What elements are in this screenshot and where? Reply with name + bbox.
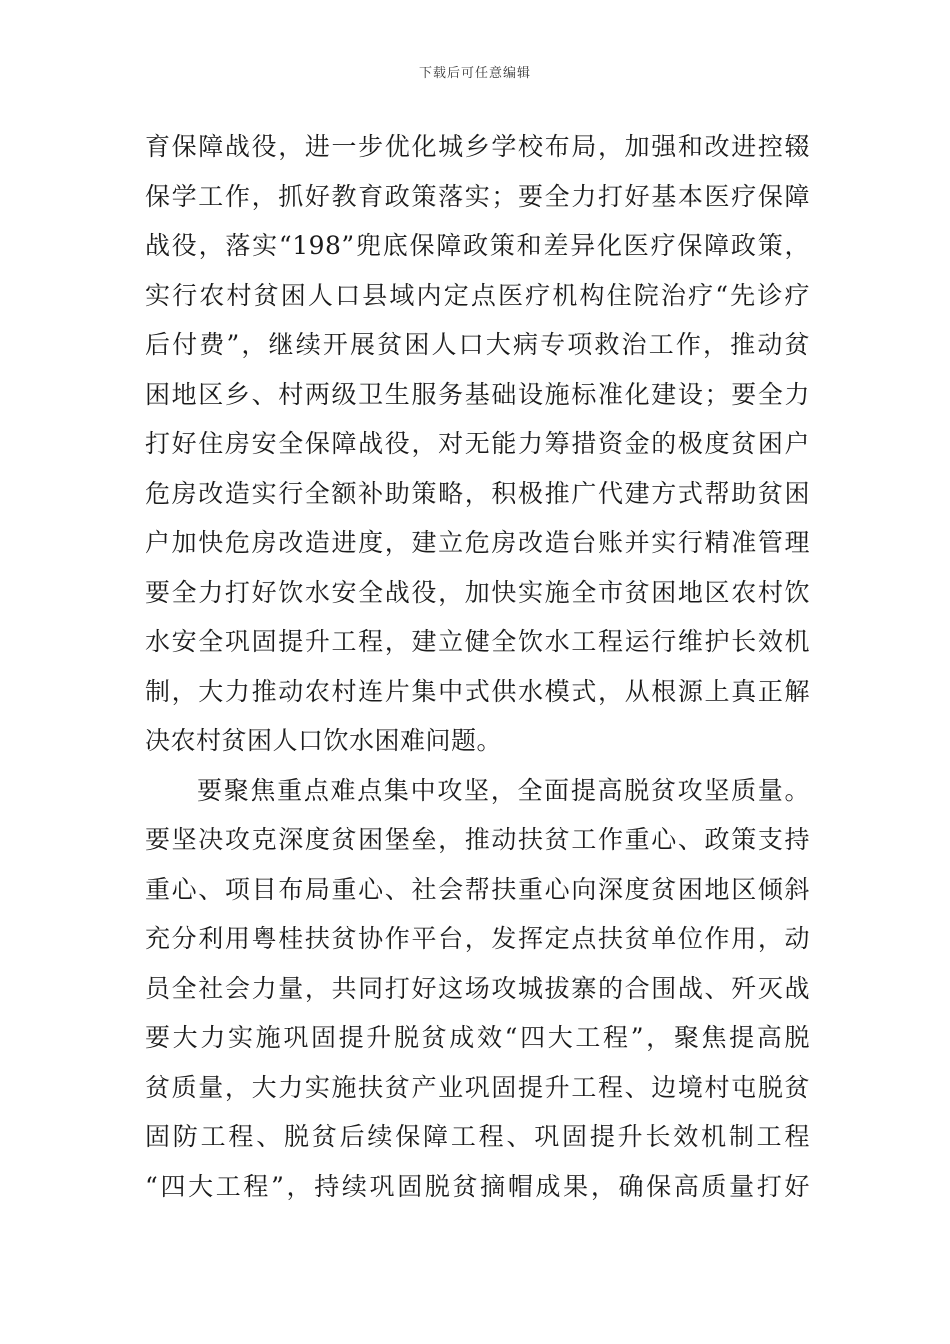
text-line: 实行农村贫困人口县域内定点医疗机构住院治疗“先诊疗 [145,280,810,310]
text-line: 员全社会力量，共同打好这场攻城拔寨的合围战、歼灭战 [145,973,810,1003]
text-line: 后付费”，继续开展贫困人口大病专项救治工作，推动贫 [145,330,810,359]
text-line: 水安全巩固提升工程，建立健全饮水工程运行维护长效机 [145,627,810,656]
text-line: “四大工程”，持续巩固脱贫摘帽成果，确保高质量打好 [145,1171,810,1201]
text-line: 要大力实施巩固提升脱贫成效“四大工程”，聚焦提高脱 [145,1023,810,1052]
text-line: 固防工程、脱贫后续保障工程、巩固提升长效机制工程 [145,1122,810,1151]
text-line: 困地区乡、村两级卫生服务基础设施标准化建设；要全力 [145,379,810,409]
page-header-note: 下载后可任意编辑 [418,66,531,81]
text-line: 制，大力推动农村连片集中式供水模式，从根源上真正解 [145,676,810,706]
text-line: 危房改造实行全额补助策略，积极推广代建方式帮助贫困 [145,478,810,508]
text-line: 打好住房安全保障战役，对无能力筹措资金的极度贫困户 [145,429,810,458]
text-line: 户加快危房改造进度，建立危房改造台账并实行精准管理 [145,528,810,557]
text-line: 战役，落实“198”兜底保障政策和差异化医疗保障政策， [145,231,810,260]
text-line: 充分利用粤桂扶贫协作平台，发挥定点扶贫单位作用，动 [145,924,810,953]
text-line: 贫质量，大力实施扶贫产业巩固提升工程、边境村屯脱贫 [145,1072,810,1102]
text-line: 重心、项目布局重心、社会帮扶重心向深度贫困地区倾斜 [145,874,810,904]
text-line: 要全力打好饮水安全战役，加快实施全市贫困地区农村饮 [145,577,810,607]
paragraph-2 [145,766,810,1212]
text-line: 要坚决攻克深度贫困堡垒，推动扶贫工作重心、政策支持 [145,825,810,854]
text-line: 要聚焦重点难点集中攻坚，全面提高脱贫攻坚质量。 [197,775,810,805]
document-body [145,122,810,1211]
text-line: 保学工作，抓好教育政策落实；要全力打好基本医疗保障 [145,181,810,211]
text-line: 决农村贫困人口饮水困难问题。 [145,726,503,755]
paragraph-1 [145,122,810,766]
text-line: 育保障战役，进一步优化城乡学校布局，加强和改进控辍 [145,132,810,161]
